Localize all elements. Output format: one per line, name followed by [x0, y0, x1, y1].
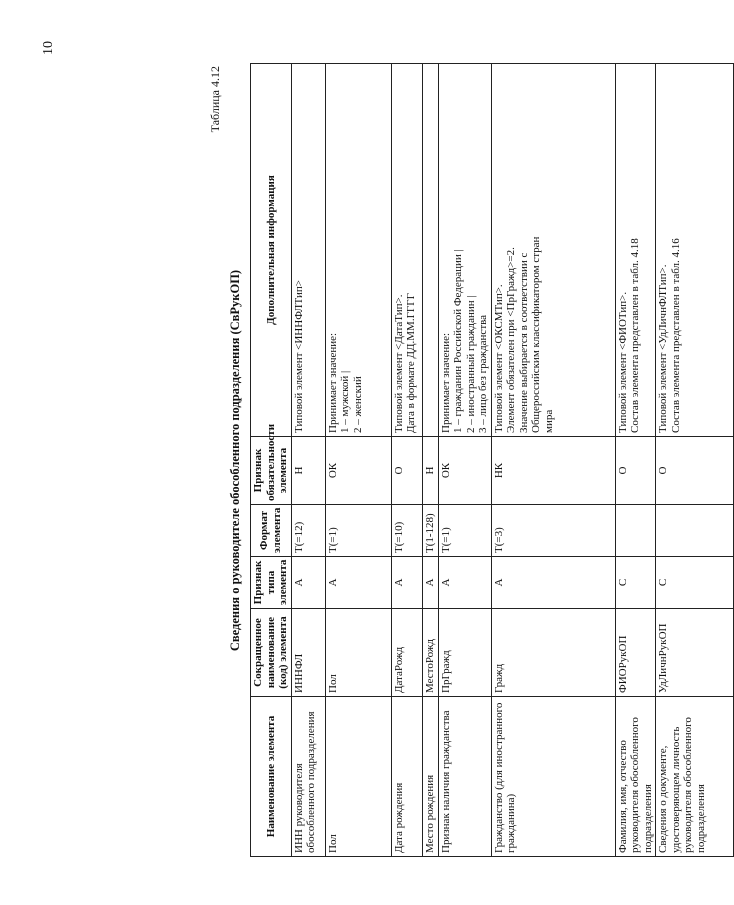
- table-body: [291, 64, 734, 857]
- info-line: 2 – иностранный гражданин |: [464, 295, 477, 433]
- cell-format: T(=1): [438, 505, 491, 557]
- cell-info: [422, 64, 438, 437]
- cell-code: ФИОРукОП: [615, 609, 656, 697]
- info-line: 3 – лицо без гражданства: [477, 314, 489, 433]
- table-row: [325, 64, 391, 857]
- table-row: [422, 64, 438, 857]
- rotated-content: [168, 64, 707, 857]
- cell-name: Фамилия, имя, отчество руководителя обособленного подразделения: [615, 697, 656, 857]
- cell-code: ПрГражд: [438, 609, 491, 697]
- header-row: [251, 64, 292, 857]
- cell-format: T(=12): [291, 505, 325, 557]
- cell-code: ИННФЛ: [291, 609, 325, 697]
- header-type: Признак типа элемента: [251, 557, 292, 609]
- cell-type: А: [491, 557, 615, 609]
- cell-required: НК: [491, 437, 615, 505]
- header-name: Наименование элемента: [251, 697, 292, 857]
- cell-info: [491, 64, 615, 437]
- cell-type: А: [325, 557, 391, 609]
- cell-info: [391, 64, 422, 437]
- info-line: Дата в формате ДД.ММ.ГГГГ: [405, 292, 417, 433]
- table-row: [491, 64, 615, 857]
- cell-code: ДатаРожд: [391, 609, 422, 697]
- info-line: мира: [542, 409, 555, 433]
- cell-code: Пол: [325, 609, 391, 697]
- info-line: Принимает значение:: [326, 332, 339, 433]
- cell-type: А: [291, 557, 325, 609]
- cell-type: А: [422, 557, 438, 609]
- table-label: Таблица 4.12: [208, 66, 222, 133]
- cell-format: T(1-128): [422, 505, 438, 557]
- table-title: Сведения о руководителе обособленного подразделения (СвРукОП): [228, 269, 242, 652]
- cell-format: T(=1): [325, 505, 391, 557]
- cell-name: Место рождения: [422, 697, 438, 857]
- cell-name: ИНН руководителя обособленного подразделения: [291, 697, 325, 857]
- cell-required: Н: [291, 437, 325, 505]
- page-number: 10: [41, 41, 56, 55]
- table-row: [291, 64, 325, 857]
- table-row: [438, 64, 491, 857]
- cell-required: ОК: [438, 437, 491, 505]
- cell-info: [656, 64, 734, 437]
- info-line: 1 – мужской |: [339, 370, 351, 433]
- cell-format: T(=10): [391, 505, 422, 557]
- info-line: Состав элемента представлен в табл. 4.18: [629, 238, 641, 433]
- info-line: 1 – гражданин Российской Федерации |: [452, 249, 464, 433]
- cell-info: [325, 64, 391, 437]
- cell-name: Гражданство (для иностранного гражданина): [491, 697, 615, 857]
- info-line: Значение выбирается в соответствии с: [517, 252, 530, 433]
- info-line: Типовой элемент <УдЛичнФЛТип>.: [657, 264, 669, 433]
- header-required: Признак обязательности элемента: [251, 437, 292, 505]
- cell-name: Признак наличия гражданства: [438, 697, 491, 857]
- cell-type: С: [656, 557, 734, 609]
- info-line: 2 – женский: [351, 376, 364, 433]
- cell-info: [438, 64, 491, 437]
- cell-code: МестоРожд: [422, 609, 438, 697]
- info-line: Типовой элемент <ОКСМТип>.: [492, 284, 505, 433]
- cell-code: Гражд: [491, 609, 615, 697]
- info-line: Элемент обязателен при <ПрГражд>=2.: [505, 247, 517, 433]
- cell-required: ОК: [325, 437, 391, 505]
- cell-required: О: [656, 437, 734, 505]
- cell-required: Н: [422, 437, 438, 505]
- header-code: Сокращенное наименование (код) элемента: [251, 609, 292, 697]
- info-line: Общероссийским классификатором стран: [530, 236, 542, 433]
- cell-type: А: [438, 557, 491, 609]
- cell-format: [656, 505, 734, 557]
- elements-table: [250, 63, 734, 857]
- header-info: Дополнительная информация: [251, 64, 292, 437]
- table-row: [615, 64, 656, 857]
- table-row: [656, 64, 734, 857]
- header-format: Формат элемента: [251, 505, 292, 557]
- cell-name: Сведения о документе, удостоверяющем личность руководителя обособленного подразделения: [656, 697, 734, 857]
- table-row: [391, 64, 422, 857]
- info-line: Типовой элемент <ФИОТип>.: [616, 291, 629, 433]
- cell-code: УдЛичнРукОП: [656, 609, 734, 697]
- cell-format: T(=3): [491, 505, 615, 557]
- info-line: Принимает значение:: [439, 332, 452, 433]
- cell-type: А: [391, 557, 422, 609]
- cell-info: [291, 64, 325, 437]
- info-line: Типовой элемент <ИННФЛТип>: [292, 280, 305, 433]
- info-line: Типовой элемент <ДатаТип>.: [392, 294, 405, 433]
- cell-required: О: [391, 437, 422, 505]
- cell-info: [615, 64, 656, 437]
- cell-format: [615, 505, 656, 557]
- info-line: Состав элемента представлен в табл. 4.16: [669, 238, 682, 433]
- cell-required: О: [615, 437, 656, 505]
- cell-name: Дата рождения: [391, 697, 422, 857]
- cell-type: С: [615, 557, 656, 609]
- cell-name: Пол: [325, 697, 391, 857]
